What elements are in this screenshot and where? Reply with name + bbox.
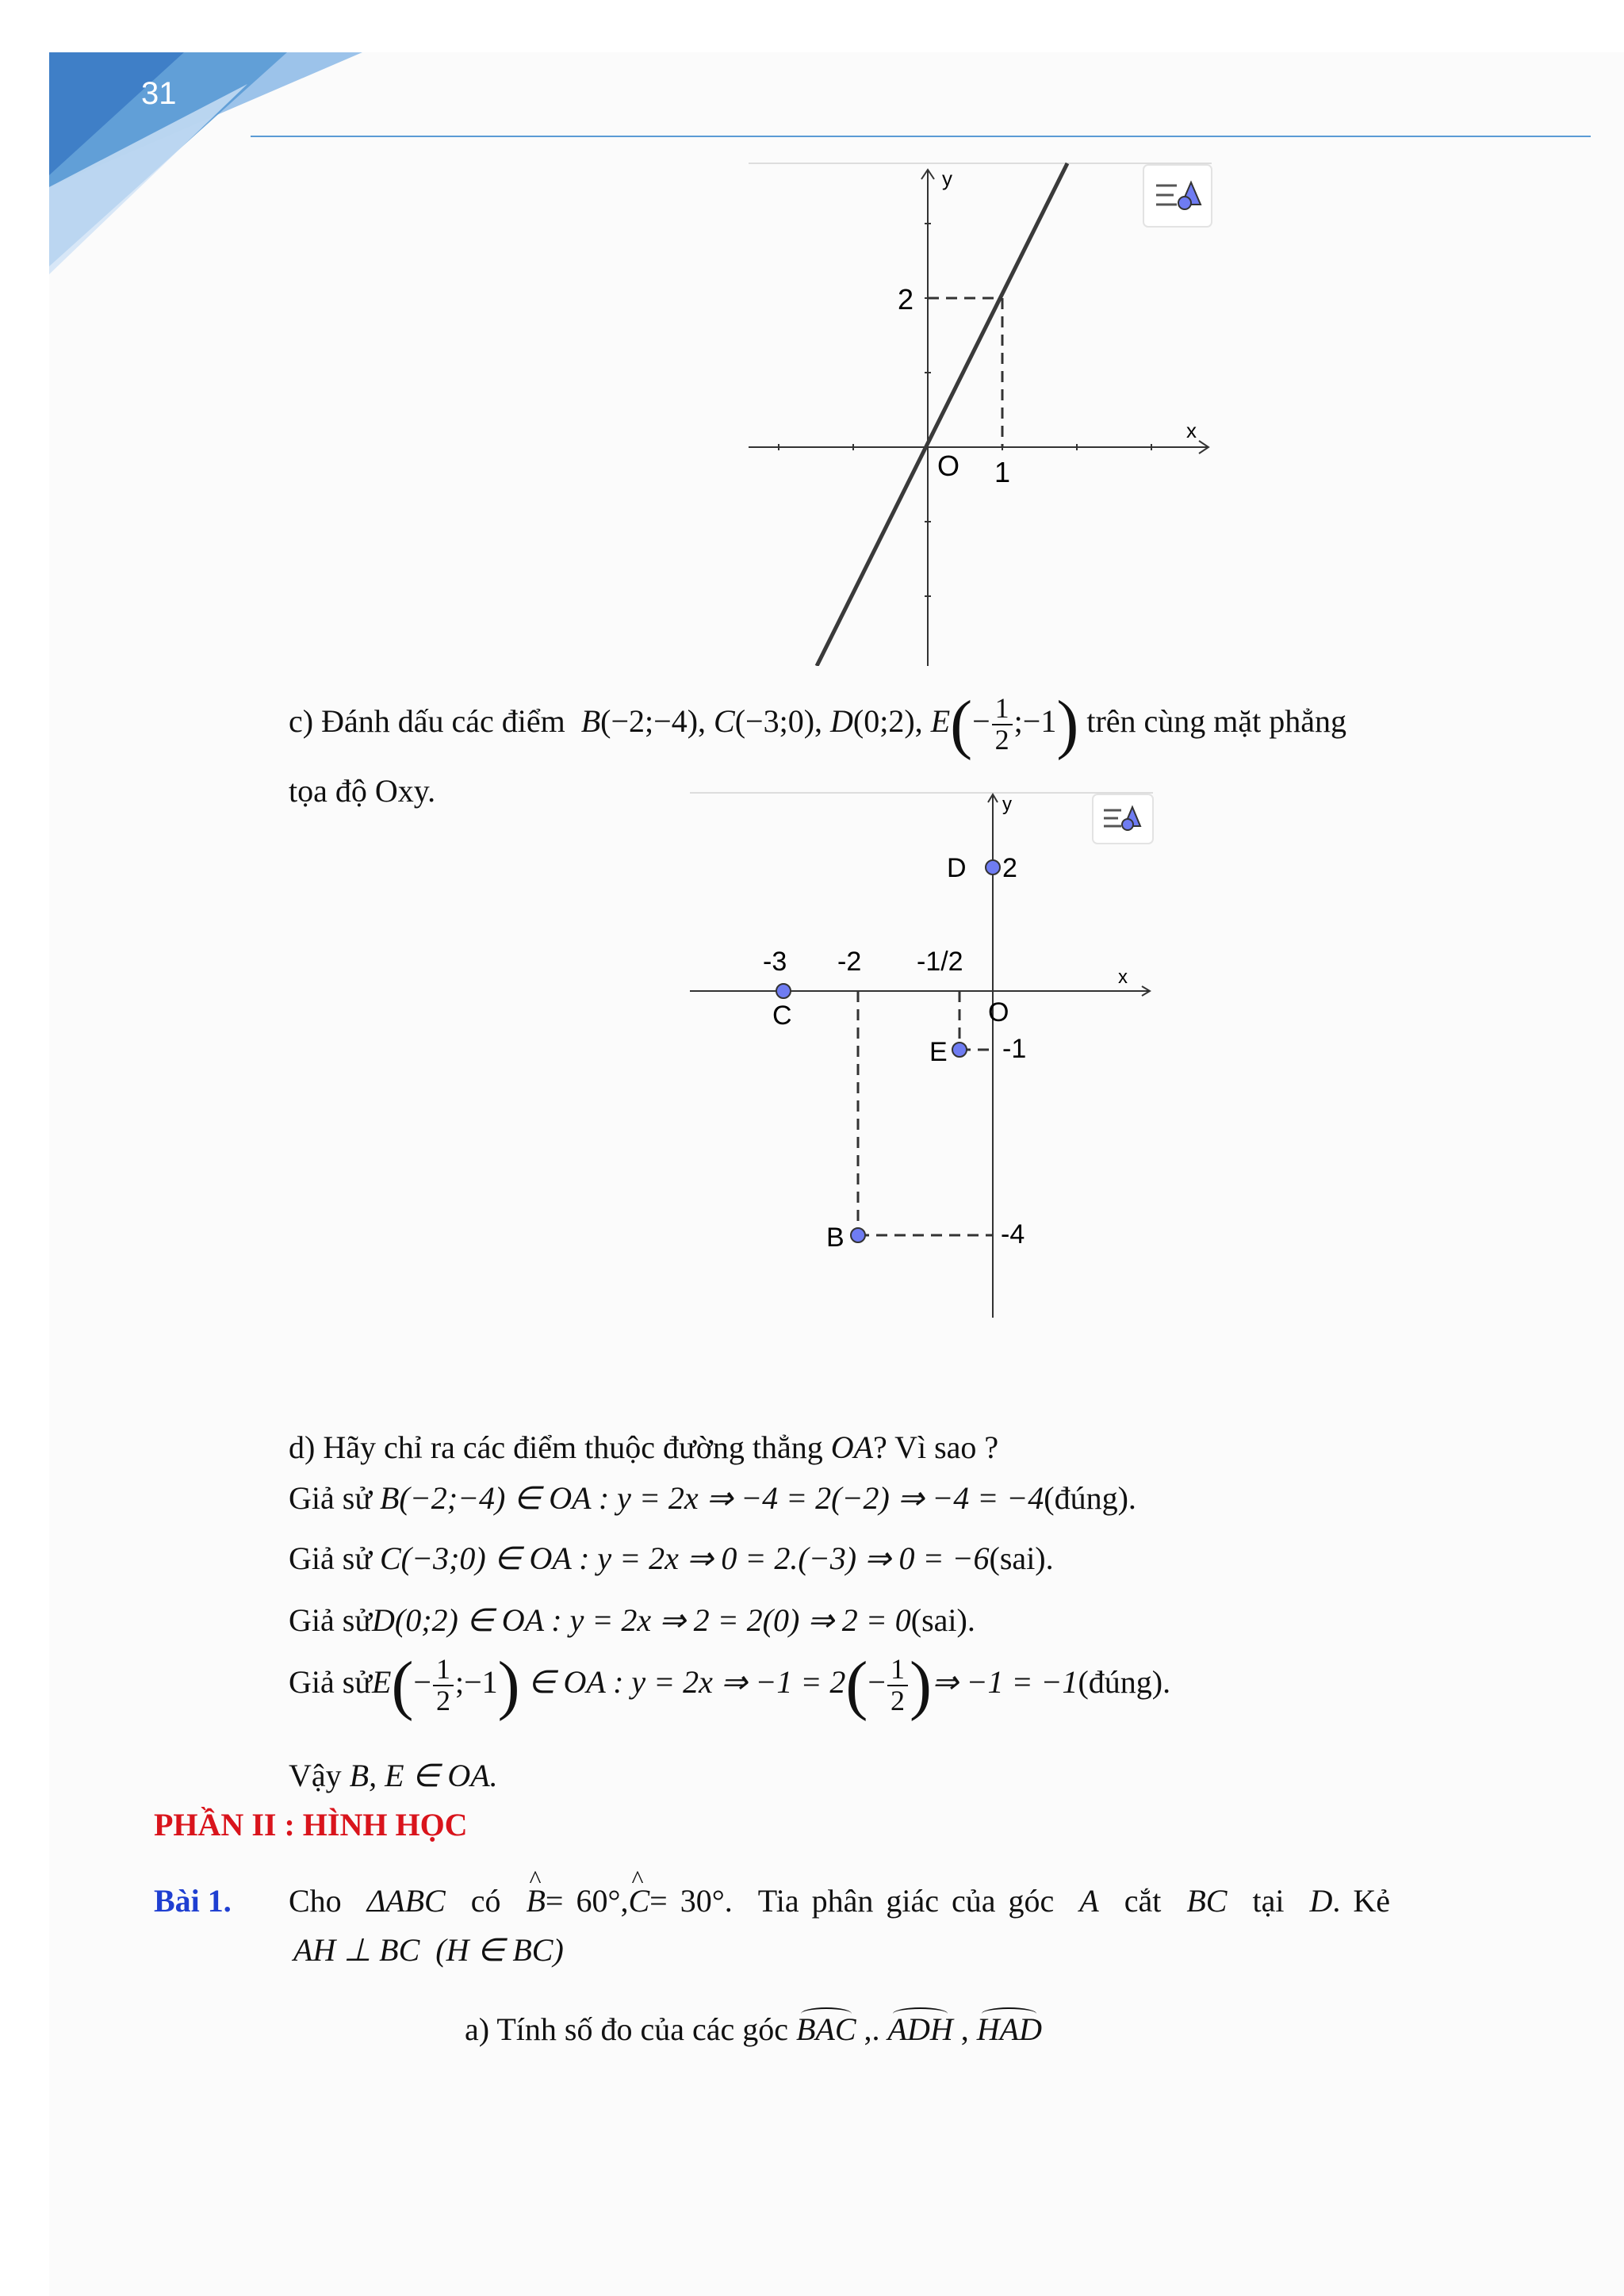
point-E-minus: − <box>972 703 990 740</box>
tick-label-y2: 2 <box>898 283 914 316</box>
graph-menu-button[interactable] <box>1093 794 1153 844</box>
tick-label-mhalf: -1/2 <box>917 947 963 977</box>
conclusion-math: B, E ∈ OA. <box>349 1758 498 1793</box>
tick-label-m4: -4 <box>1001 1219 1025 1249</box>
label-C: C <box>772 1001 792 1031</box>
tick-label-m3: -3 <box>763 947 787 977</box>
graph-line-y2x <box>749 159 1216 666</box>
y-axis-label: y <box>1002 794 1012 815</box>
x-axis-label: x <box>1118 966 1128 988</box>
menu-circle-icon <box>1122 819 1133 830</box>
part-c-line2: tọa độ Oxy. <box>289 773 436 809</box>
angle-BAC: BAC <box>796 2011 856 2047</box>
origin-label: O <box>937 450 960 482</box>
graph-points <box>690 788 1158 1335</box>
point-B <box>851 1228 865 1242</box>
point-B-name: B <box>580 703 601 740</box>
header-rule <box>251 136 1591 137</box>
point-D-name: D <box>830 703 853 740</box>
point-E-rest: ;−1 <box>1013 703 1057 740</box>
point-D <box>986 860 1000 874</box>
label-E: E <box>929 1037 948 1067</box>
check-line-C: Giả sử C(−3;0) ∈ OA : y = 2x ⇒ 0 = 2.(−3) ⇒ 0 = −6(sai). <box>289 1540 1054 1576</box>
point-C-coord: (−3;0), <box>734 703 823 740</box>
angle-B: ^ B <box>526 1885 545 1917</box>
exercise-label: Bài 1. <box>154 1883 232 1919</box>
origin-label: O <box>988 997 1009 1027</box>
page-number: 31 <box>141 76 177 111</box>
part-c-tail: trên cùng mặt phẳng <box>1086 703 1347 740</box>
question-tail: ? Vì sao ? <box>873 1429 999 1465</box>
question-text: d) Hãy chỉ ra các điểm thuộc đường thẳng <box>289 1429 823 1465</box>
point-E-name: E <box>930 703 951 740</box>
point-E <box>952 1043 967 1057</box>
check-B-math: B(−2;−4) ∈ OA : y = 2x ⇒ −4 = 2(−2) ⇒ −4 = −4 <box>380 1480 1044 1516</box>
check-D-math: D(0;2) ∈ OA : y = 2x ⇒ 2 = 2(0) ⇒ 2 = 0 <box>372 1602 911 1638</box>
tick-label-m2: -2 <box>837 947 862 977</box>
menu-circle-icon <box>1178 197 1191 209</box>
graph-menu-button[interactable] <box>1143 165 1212 227</box>
y-axis-label: y <box>942 166 952 190</box>
angle-ADH: ADH <box>887 2011 953 2047</box>
fraction-half: $\frac{1}{2}$ <box>992 694 1013 756</box>
check-C-math: C(−3;0) ∈ OA : y = 2x ⇒ 0 = 2.(−3) ⇒ 0 = −6 <box>380 1540 990 1576</box>
tick-label-x1: 1 <box>994 456 1011 488</box>
exercise-line1: Cho ΔABC có ^ B= 60°,^ C= 30°. Tia phân giác của góc A cắt BC tại D. Kẻ <box>289 1885 1390 1917</box>
corner-decoration <box>49 52 366 290</box>
subquestion-a: a) Tính số đo của các góc BAC ,. ADH , HAD <box>465 2011 1042 2047</box>
angle-C: ^ C <box>628 1885 649 1917</box>
part-c-label: c) Đánh dấu các điểm <box>289 703 565 740</box>
x-axis-label: x <box>1186 419 1197 442</box>
check-line-D: Giả sửD(0;2) ∈ OA : y = 2x ⇒ 2 = 2(0) ⇒ 2 = 0(sai). <box>289 1602 975 1638</box>
point-B-coord: (−2;−4), <box>600 703 707 740</box>
tick-label-2: 2 <box>1002 853 1017 883</box>
point-C-name: C <box>714 703 735 740</box>
part-d-question <box>289 1429 999 1465</box>
part-c-line1: c) Đánh dấu các điểm B(−2;−4), C(−3;0), D(0;2), E(− $\frac{1}{2}$ ;−1) trên cùng mặt phẳng <box>289 687 1347 761</box>
point-D-coord: (0;2), <box>852 703 923 740</box>
angle-HAD: HAD <box>976 2011 1042 2047</box>
check-line-E: Giả sửE(− $\frac{1}{2}$ ;−1) ∈ OA : y = 2x ⇒ −1 = 2(− $\frac{1}{2}$ )⇒ −1 = −1(đúng). <box>289 1648 1171 1722</box>
label-D: D <box>947 853 967 883</box>
graph-line <box>817 163 1067 666</box>
exercise-line2: AH ⊥ BC (H ∈ BC) <box>293 1932 564 1968</box>
question-OA: OA <box>830 1429 874 1465</box>
conclusion: Vậy B, E ∈ OA. <box>289 1758 498 1793</box>
point-C <box>776 984 791 998</box>
check-line-B: Giả sử B(−2;−4) ∈ OA : y = 2x ⇒ −4 = 2(−2) ⇒ −4 = −4(đúng). <box>289 1480 1136 1516</box>
label-B: B <box>826 1223 845 1253</box>
part2-heading: PHẦN II : HÌNH HỌC <box>154 1807 468 1843</box>
tick-label-m1: -1 <box>1002 1034 1027 1064</box>
